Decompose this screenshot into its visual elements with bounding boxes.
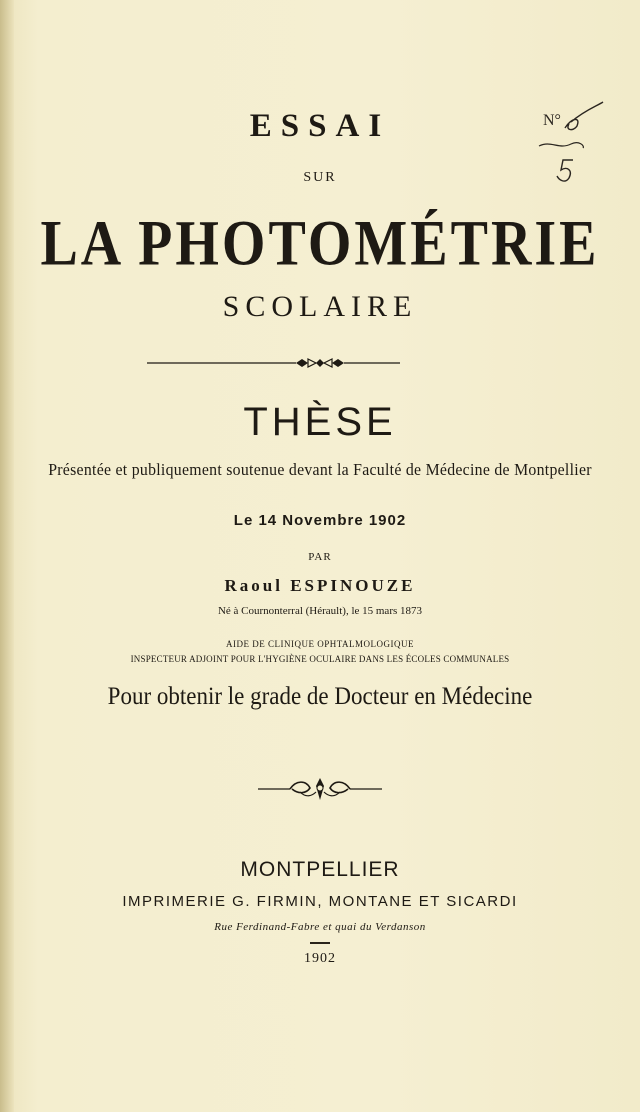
subtitle: SCOLAIRE (222, 290, 418, 323)
divider-ornament-icon (0, 357, 640, 369)
degree-purpose: Pour obtenir le grade de Docteur en Médecine (107, 683, 533, 710)
publication-year: 1902 (304, 951, 336, 966)
author-role-2: INSPECTEUR ADJOINT POUR L'HYGIÈNE OCULAIRE DANS LES ÉCOLES COMMUNALES (130, 654, 510, 664)
author-name: Raoul ESPINOUZE (224, 576, 416, 595)
these-heading: THÈSE (243, 400, 397, 444)
defense-date: Le 14 Novembre 1902 (233, 512, 407, 529)
author-role-1: AIDE DE CLINIQUE OPHTALMOLOGIQUE (225, 639, 414, 649)
main-title: LA PHOTOMÉTRIE (40, 208, 600, 280)
fleuron-ornament-icon (0, 776, 640, 802)
handwritten-number-prefix: N° (543, 112, 561, 129)
essai-heading: ESSAI (249, 108, 391, 144)
par-word: PAR (308, 551, 332, 563)
city-name: MONTPELLIER (240, 858, 400, 881)
printer-name: IMPRIMERIE G. FIRMIN, MONTANE ET SICARDI (122, 893, 518, 910)
small-rule (310, 942, 330, 944)
handwritten-number-mark-icon (535, 100, 605, 190)
printer-address: Rue Ferdinand-Fabre et quai du Verdanson (214, 921, 426, 933)
author-birth: Né à Cournonterral (Hérault), le 15 mars 1873 (217, 605, 423, 617)
sur-word: SUR (303, 170, 337, 185)
presentation-line: Présentée et publiquement soutenue devant la Faculté de Médecine de Montpellier (48, 460, 592, 479)
